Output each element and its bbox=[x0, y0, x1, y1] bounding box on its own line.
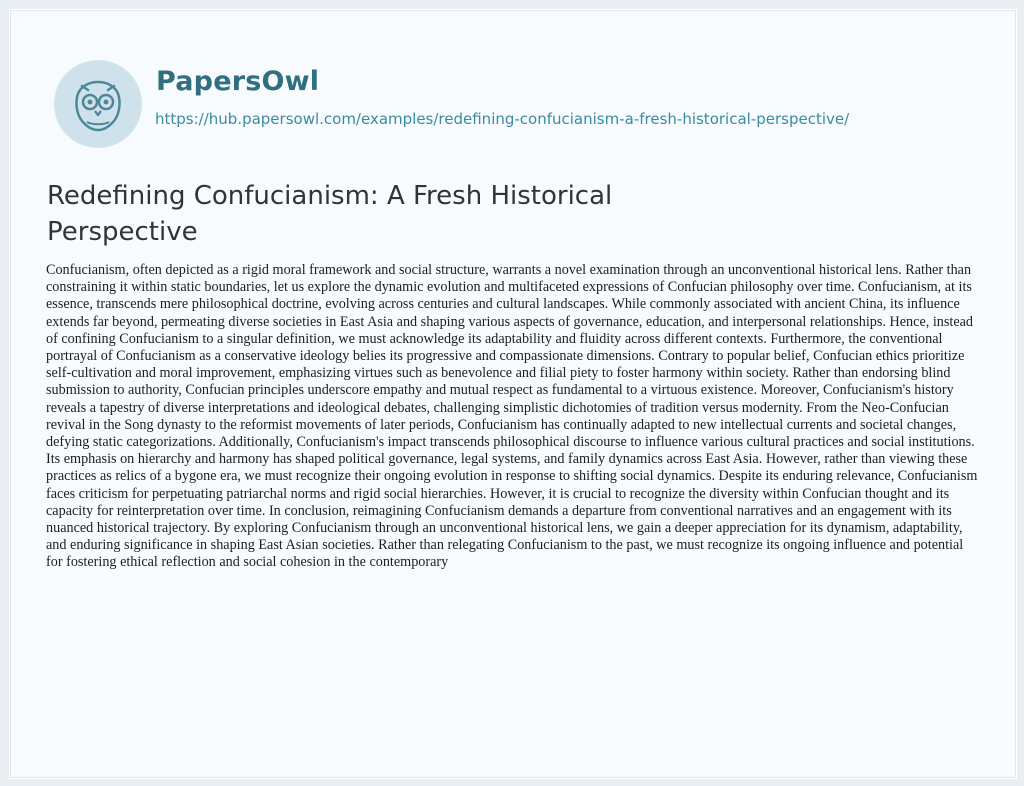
page-title: Redefining Confucianism: A Fresh Historical Perspective bbox=[47, 181, 613, 247]
source-url-link[interactable]: https://hub.papersowl.com/examples/redefining-confucianism-a-fresh-historical-perspective/ bbox=[155, 110, 850, 128]
owl-logo-icon bbox=[58, 64, 138, 144]
brand-name: PapersOwl bbox=[156, 66, 320, 97]
document-page bbox=[9, 9, 1017, 779]
essay-body: Confucianism, often depicted as a rigid moral framework and social structure, warrants a novel examination through an unconventional historical lens. Rather than constraining it within static boundaries, let us explore the dynamic evolution and multifaceted expressions of Confucian philosophy over time. Confucianism, at its essence, transcends mere philosophical doctrine, evolving across centuries and cultural landscapes. While commonly associated with ancient China, its influence extends far beyond, permeating diverse societies in East Asia and shaping various aspects of governance, education, and interpersonal relationships. Hence, instead of confining Confucianism to a singular definition, we must acknowledge its adaptability and fluidity across different contexts. Furthermore, the conventional portrayal of Confucianism as a conservative ideology belies its progressive and compassionate dimensions. Contrary to popular belief, Confucian ethics prioritize self-cultivation and moral improvement, emphasizing virtues such as benevolence and filial piety to foster harmony within society. Rather than endorsing blind submission to authority, Confucian principles underscore empathy and mutual respect as fundamental to a virtuous existence. Moreover, Confucianism's history reveals a tapestry of diverse interpretations and ideological debates, challenging simplistic dichotomies of tradition versus modernity. From the Neo-Confucian revival in the Song dynasty to the reformist movements of later periods, Confucianism has continually adapted to new intellectual currents and societal changes, defying static categorizations. Additionally, Confucianism's impact transcends philosophical discourse to influence various cultural practices and social institutions. Its emphasis on hierarchy and harmony has shaped political governance, legal systems, and family dynamics across East Asia. However, rather than viewing these practices as relics of a bygone era, we must recognize their ongoing evolution in response to shifting social dynamics. Despite its enduring relevance, Confucianism faces criticism for perpetuating patriarchal norms and rigid social hierarchies. However, it is crucial to recognize the diversity within Confucian thought and its capacity for reinterpretation over time. In conclusion, reimagining Confucianism demands a departure from conventional narratives and an engagement with its nuanced historical trajectory. By exploring Confucianism through an unconventional historical lens, we gain a deeper appreciation for its dynamism, adaptability, and enduring significance in shaping East Asian societies. Rather than relegating Confucianism to the past, we must recognize its ongoing influence and potential for fostering ethical reflection and social cohesion in the contemporary bbox=[46, 262, 978, 571]
brand-header bbox=[10, 10, 1016, 160]
brand-logo bbox=[54, 60, 142, 148]
